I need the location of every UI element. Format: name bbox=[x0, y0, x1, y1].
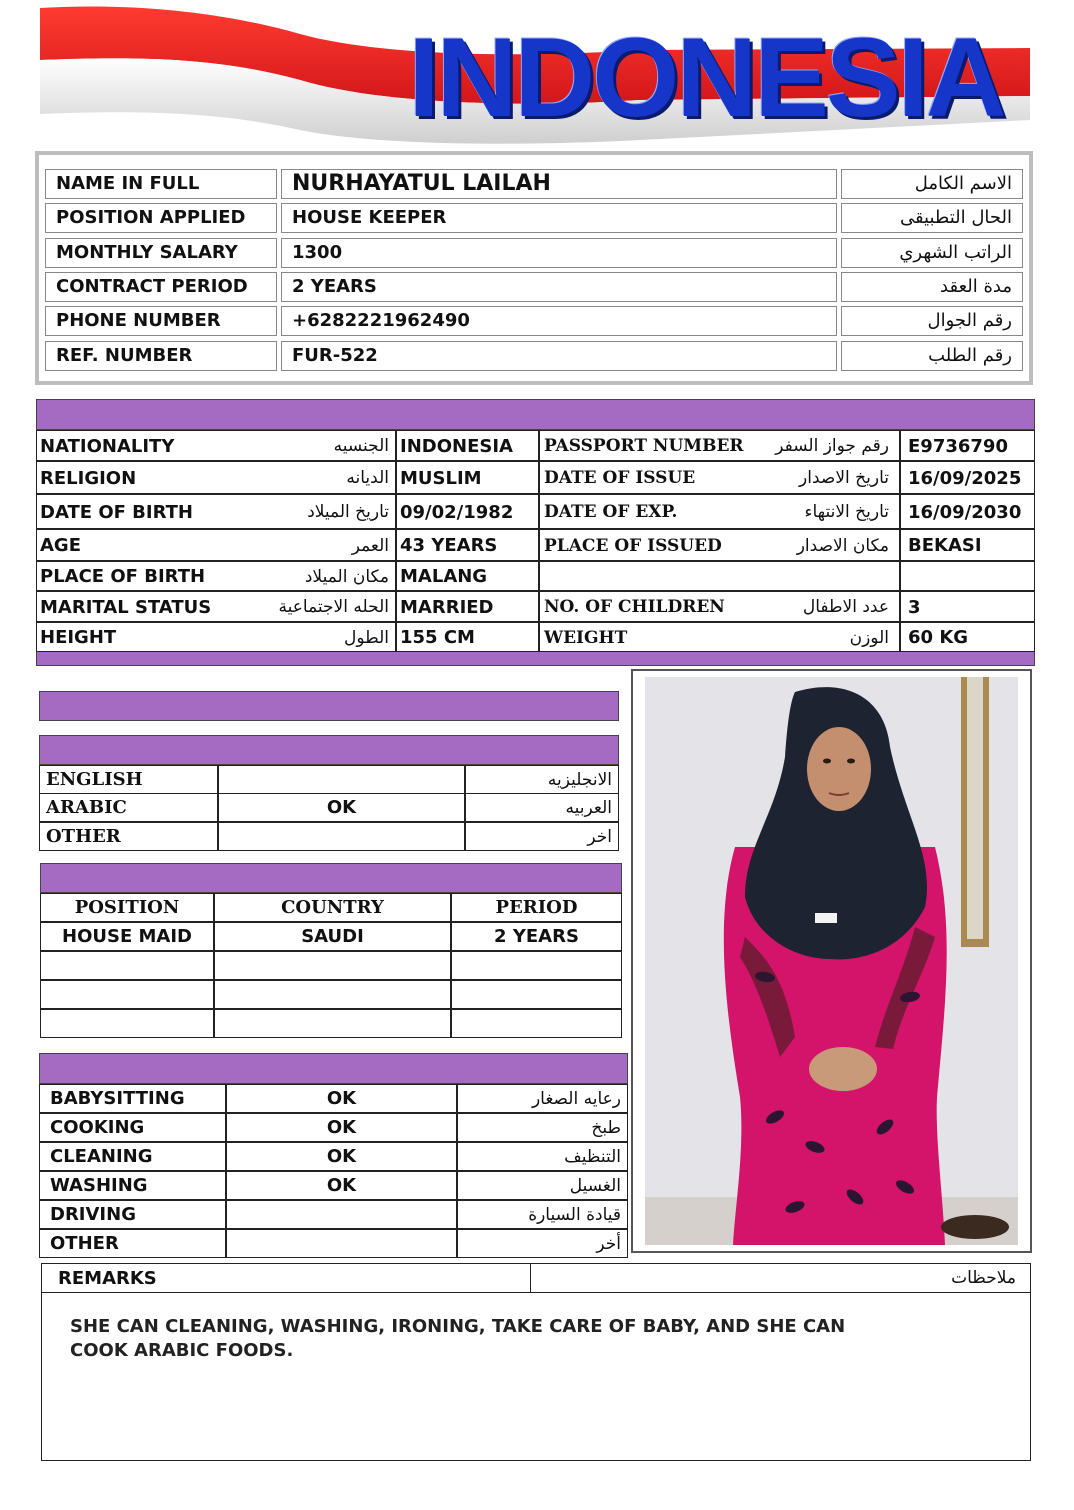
personal-right-label: PASSPORT NUMBER bbox=[544, 436, 744, 456]
info-label-ar: مدة العقد bbox=[841, 272, 1023, 302]
personal-left-label-cell bbox=[36, 529, 396, 561]
info-label-ar: رقم الجوال bbox=[841, 306, 1023, 336]
skill-value: OK bbox=[226, 1113, 457, 1142]
personal-left-label-cell bbox=[36, 494, 396, 529]
personal-label-ar: الجنسيه bbox=[333, 436, 389, 456]
personal-label-ar: الديانه bbox=[346, 468, 389, 488]
remarks-text-line-1: SHE CAN CLEANING, WASHING, IRONING, TAKE CARE OF BABY, AND SHE CAN bbox=[70, 1316, 846, 1337]
personal-right-label-ar: رقم جواز السفر bbox=[775, 436, 889, 456]
personal-right-label-ar: تاريخ الاصدار bbox=[799, 468, 889, 488]
skill-label: OTHER bbox=[39, 1229, 226, 1258]
skill-value: OK bbox=[226, 1084, 457, 1113]
experience-cell: SAUDI bbox=[214, 922, 451, 951]
personal-label: RELIGION bbox=[40, 468, 137, 489]
personal-footer-bar bbox=[36, 652, 1035, 666]
info-value: HOUSE KEEPER bbox=[281, 203, 837, 233]
skill-value: OK bbox=[226, 1142, 457, 1171]
personal-right-label: DATE OF EXP. bbox=[544, 502, 678, 522]
info-label-ar: الراتب الشهري bbox=[841, 238, 1023, 268]
experience-cell bbox=[214, 1009, 451, 1038]
personal-right-value bbox=[900, 561, 1035, 591]
personal-right-label-ar: عدد الاطفال bbox=[802, 597, 889, 617]
personal-right-label: DATE OF ISSUE bbox=[544, 468, 696, 488]
skill-value bbox=[226, 1229, 457, 1258]
personal-value: MARRIED bbox=[396, 591, 539, 622]
language-value bbox=[218, 765, 465, 794]
experience-cell bbox=[451, 980, 622, 1009]
language-label: ARABIC bbox=[39, 793, 218, 822]
info-label: NAME IN FULL bbox=[45, 169, 277, 199]
personal-right-value: 3 bbox=[900, 591, 1035, 622]
personal-right-label: PLACE OF ISSUED bbox=[544, 536, 722, 556]
personal-value: INDONESIA bbox=[396, 430, 539, 461]
info-value: +6282221962490 bbox=[281, 306, 837, 336]
remarks-header-divider bbox=[42, 1292, 1030, 1293]
experience-cell: HOUSE MAID bbox=[40, 922, 214, 951]
remarks-text-line-2: COOK ARABIC FOODS. bbox=[70, 1340, 294, 1361]
experience-cell bbox=[40, 980, 214, 1009]
language-label-ar: الانجليزيه bbox=[465, 765, 619, 794]
personal-value: 155 CM bbox=[396, 622, 539, 652]
personal-label: MARITAL STATUS bbox=[40, 597, 212, 618]
personal-left-label-cell bbox=[36, 461, 396, 494]
info-label-ar: رقم الطلب bbox=[841, 341, 1023, 371]
info-value: 1300 bbox=[281, 238, 837, 268]
info-label: POSITION APPLIED bbox=[45, 203, 277, 233]
experience-cell bbox=[40, 1009, 214, 1038]
experience-cell bbox=[451, 951, 622, 980]
personal-right-label-ar: تاريخ الانتهاء bbox=[804, 502, 889, 522]
personal-label-ar: مكان الميلاد bbox=[304, 567, 389, 587]
skills-header-bar bbox=[39, 1053, 628, 1084]
info-label-ar: الاسم الكامل bbox=[841, 169, 1023, 199]
personal-label: NATIONALITY bbox=[40, 436, 175, 457]
experience-header: POSITION bbox=[40, 893, 214, 922]
personal-right-label-ar: مكان الاصدار bbox=[796, 536, 889, 556]
skill-label-ar: رعايه الصغار bbox=[457, 1084, 628, 1113]
info-label: REF. NUMBER bbox=[45, 341, 277, 371]
personal-label-ar: العمر bbox=[351, 536, 389, 556]
info-label: CONTRACT PERIOD bbox=[45, 272, 277, 302]
personal-value: 09/02/1982 bbox=[396, 494, 539, 529]
experience-header-bar bbox=[40, 863, 622, 893]
personal-right-label: NO. OF CHILDREN bbox=[544, 597, 725, 617]
language-value: OK bbox=[218, 793, 465, 822]
skill-label: DRIVING bbox=[39, 1200, 226, 1229]
personal-right-value: 16/09/2025 bbox=[900, 461, 1035, 494]
experience-cell bbox=[214, 980, 451, 1009]
personal-value: 43 YEARS bbox=[396, 529, 539, 561]
languages-header-bar bbox=[39, 735, 619, 765]
personal-right-label-ar: الوزن bbox=[849, 628, 889, 648]
language-label: ENGLISH bbox=[39, 765, 218, 794]
language-label: OTHER bbox=[39, 822, 218, 851]
language-label-ar: اخر bbox=[465, 822, 619, 851]
candidate-photo bbox=[645, 677, 1018, 1245]
personal-right-label-cell bbox=[539, 494, 900, 529]
info-label: MONTHLY SALARY bbox=[45, 238, 277, 268]
experience-cell bbox=[451, 1009, 622, 1038]
skill-label: BABYSITTING bbox=[39, 1084, 226, 1113]
personal-header-bar bbox=[36, 399, 1035, 430]
banner-title: INDONESIA bbox=[408, 15, 1004, 140]
personal-right-value: BEKASI bbox=[900, 529, 1035, 561]
skill-label-ar: أخر bbox=[457, 1229, 628, 1258]
info-value: 2 YEARS bbox=[281, 272, 837, 302]
personal-right-label: WEIGHT bbox=[544, 628, 628, 648]
personal-left-label-cell bbox=[36, 622, 396, 652]
experience-cell bbox=[40, 951, 214, 980]
info-value: NURHAYATUL LAILAH bbox=[281, 169, 837, 199]
remarks-label: REMARKS bbox=[58, 1268, 157, 1289]
flag-banner bbox=[0, 0, 1074, 148]
remarks-label-ar: ملاحظات bbox=[951, 1268, 1016, 1288]
info-label-ar: الحال التطبيقى bbox=[841, 203, 1023, 233]
personal-right-label-cell bbox=[539, 622, 900, 652]
personal-right-value: 60 KG bbox=[900, 622, 1035, 652]
experience-header: COUNTRY bbox=[214, 893, 451, 922]
personal-value: MUSLIM bbox=[396, 461, 539, 494]
skill-value: OK bbox=[226, 1171, 457, 1200]
skill-label: WASHING bbox=[39, 1171, 226, 1200]
skill-label: CLEANING bbox=[39, 1142, 226, 1171]
language-value bbox=[218, 822, 465, 851]
experience-header: PERIOD bbox=[451, 893, 622, 922]
personal-label: AGE bbox=[40, 535, 82, 556]
skill-label-ar: التنظيف bbox=[457, 1142, 628, 1171]
personal-left-label-cell bbox=[36, 591, 396, 622]
remarks-header-split bbox=[530, 1264, 531, 1292]
personal-right-label-cell bbox=[539, 461, 900, 494]
personal-label: PLACE OF BIRTH bbox=[40, 566, 206, 587]
personal-label-ar: الطول bbox=[344, 628, 389, 648]
personal-right-label-cell bbox=[539, 529, 900, 561]
personal-right-label-cell bbox=[539, 591, 900, 622]
personal-label: HEIGHT bbox=[40, 627, 117, 648]
skill-value bbox=[226, 1200, 457, 1229]
info-label: PHONE NUMBER bbox=[45, 306, 277, 336]
experience-cell: 2 YEARS bbox=[451, 922, 622, 951]
skill-label-ar: قيادة السيارة bbox=[457, 1200, 628, 1229]
personal-left-label-cell bbox=[36, 430, 396, 461]
section-bar bbox=[39, 691, 619, 721]
personal-right-label-cell bbox=[539, 561, 900, 591]
skill-label: COOKING bbox=[39, 1113, 226, 1142]
personal-right-value: 16/09/2030 bbox=[900, 494, 1035, 529]
personal-label-ar: الحله الاجتماعية bbox=[278, 597, 389, 617]
personal-left-label-cell bbox=[36, 561, 396, 591]
personal-right-value: E9736790 bbox=[900, 430, 1035, 461]
personal-right-label-cell bbox=[539, 430, 900, 461]
personal-value: MALANG bbox=[396, 561, 539, 591]
experience-cell bbox=[214, 951, 451, 980]
language-label-ar: العربيه bbox=[465, 793, 619, 822]
skill-label-ar: الغسيل bbox=[457, 1171, 628, 1200]
personal-label: DATE OF BIRTH bbox=[40, 502, 193, 523]
skill-label-ar: طبخ bbox=[457, 1113, 628, 1142]
personal-label-ar: تاريخ الميلاد bbox=[307, 502, 389, 522]
info-value: FUR-522 bbox=[281, 341, 837, 371]
remarks-box bbox=[41, 1263, 1031, 1461]
